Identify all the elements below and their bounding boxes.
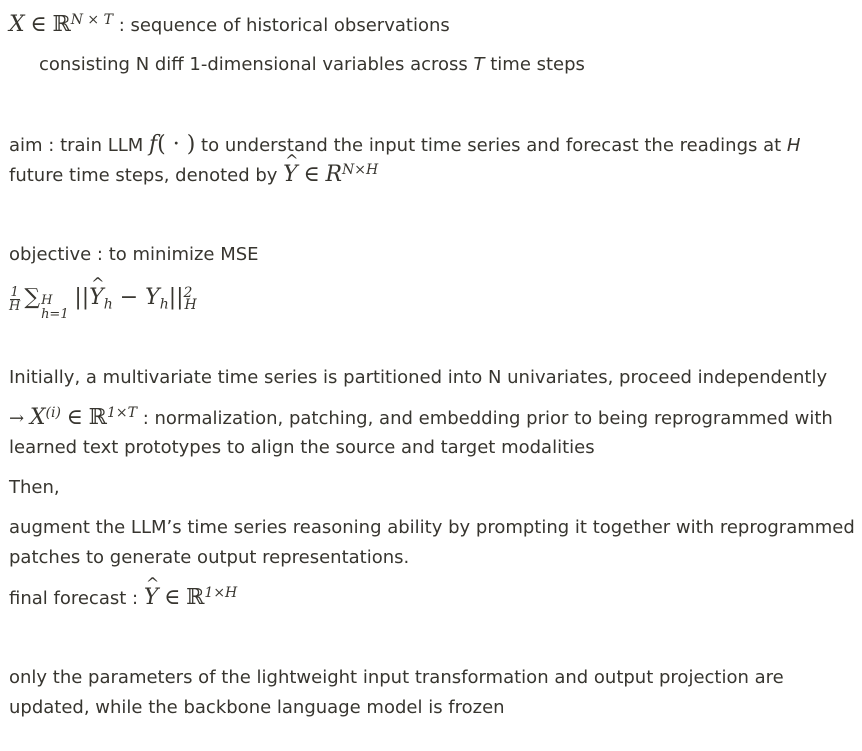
patches-text: patches to generate output representations. bbox=[9, 547, 410, 568]
math-minus: − bbox=[112, 285, 146, 310]
sub-h: h bbox=[159, 296, 169, 313]
math-r: R bbox=[325, 162, 343, 187]
line-parameters bbox=[9, 663, 784, 693]
aim-text-b: to understand the input time series and forecast the readings at bbox=[195, 135, 787, 156]
line-observations bbox=[9, 10, 450, 40]
then-text: Then, bbox=[9, 477, 60, 498]
sub-h: h bbox=[103, 296, 113, 313]
math-paren: ( · ) bbox=[157, 132, 196, 157]
norm-open: || bbox=[74, 285, 90, 310]
sup-2: 2 bbox=[183, 285, 193, 301]
fraction bbox=[9, 286, 20, 313]
updated-text: updated, while the backbone language model is frozen bbox=[9, 697, 505, 718]
line-future bbox=[9, 160, 378, 190]
math-in: ∈ bbox=[30, 12, 47, 37]
sum-upper: H bbox=[41, 293, 53, 308]
line-mse-formula bbox=[9, 280, 197, 322]
line-updated bbox=[9, 693, 505, 723]
aim-h: H bbox=[786, 135, 801, 156]
arrow-icon: → bbox=[9, 408, 25, 429]
math-reals: ℝ bbox=[186, 585, 205, 610]
math-reals: ℝ bbox=[52, 12, 71, 37]
math-x: X bbox=[29, 405, 46, 430]
future-text: future time steps, denoted by bbox=[9, 165, 284, 186]
line-prototypes bbox=[9, 433, 595, 463]
initially-text: Initially, a multivariate time series is partitioned into N univariates, proceed independently bbox=[9, 367, 828, 388]
math-in: ∈ bbox=[164, 585, 181, 610]
math-yhat: ^ Y bbox=[89, 280, 104, 316]
variables-text-a: consisting N diff 1-dimensional variables across bbox=[39, 54, 474, 75]
math-yhat: ^ Y bbox=[283, 160, 298, 190]
augment-text: augment the LLM’s time series reasoning ability by prompting it together with reprogrammed bbox=[9, 517, 855, 538]
sum-limits bbox=[41, 294, 69, 322]
math-x: X bbox=[9, 12, 25, 37]
variables-t: T bbox=[473, 54, 485, 75]
aim-text-a: aim : train LLM bbox=[9, 135, 150, 156]
sum-symbol: ∑ bbox=[24, 285, 41, 310]
sub-H: H bbox=[184, 296, 197, 313]
parameters-text: only the parameters of the lightweight input transformation and output projection are bbox=[9, 667, 784, 688]
observations-text: : sequence of historical observations bbox=[118, 15, 450, 36]
line-variables bbox=[39, 50, 585, 80]
line-patches bbox=[9, 543, 409, 573]
math-y: Y bbox=[145, 285, 160, 310]
prototypes-text: learned text prototypes to align the source and target modalities bbox=[9, 437, 595, 458]
fraction-denominator: H bbox=[9, 298, 21, 314]
line-final-forecast bbox=[9, 583, 237, 613]
line-augment bbox=[9, 513, 855, 543]
math-superscript: N × T bbox=[70, 12, 113, 28]
line-aim bbox=[9, 130, 800, 160]
sum-lower: h=1 bbox=[41, 307, 69, 322]
math-in: ∈ bbox=[66, 405, 83, 430]
line-initially bbox=[9, 363, 827, 393]
line-then bbox=[9, 473, 60, 503]
math-reals: ℝ bbox=[88, 405, 107, 430]
variables-text-b: time steps bbox=[484, 54, 585, 75]
math-superscript: 1×T bbox=[106, 405, 137, 421]
line-normalization bbox=[9, 403, 833, 433]
norm-close: || bbox=[168, 285, 184, 310]
math-superscript: 1×H bbox=[204, 585, 238, 601]
math-yhat: ^ Y bbox=[144, 583, 159, 613]
line-objective bbox=[9, 240, 259, 270]
final-forecast-text: final forecast : bbox=[9, 588, 144, 609]
math-f: f bbox=[149, 132, 158, 157]
fraction-numerator: 1 bbox=[10, 284, 19, 300]
math-superscript: N×H bbox=[342, 162, 379, 178]
normalization-text: : normalization, patching, and embedding prior to being reprogrammed with bbox=[142, 408, 833, 429]
math-in: ∈ bbox=[303, 162, 320, 187]
objective-text: objective : to minimize MSE bbox=[9, 244, 259, 265]
math-superscript-i: (i) bbox=[45, 405, 61, 421]
